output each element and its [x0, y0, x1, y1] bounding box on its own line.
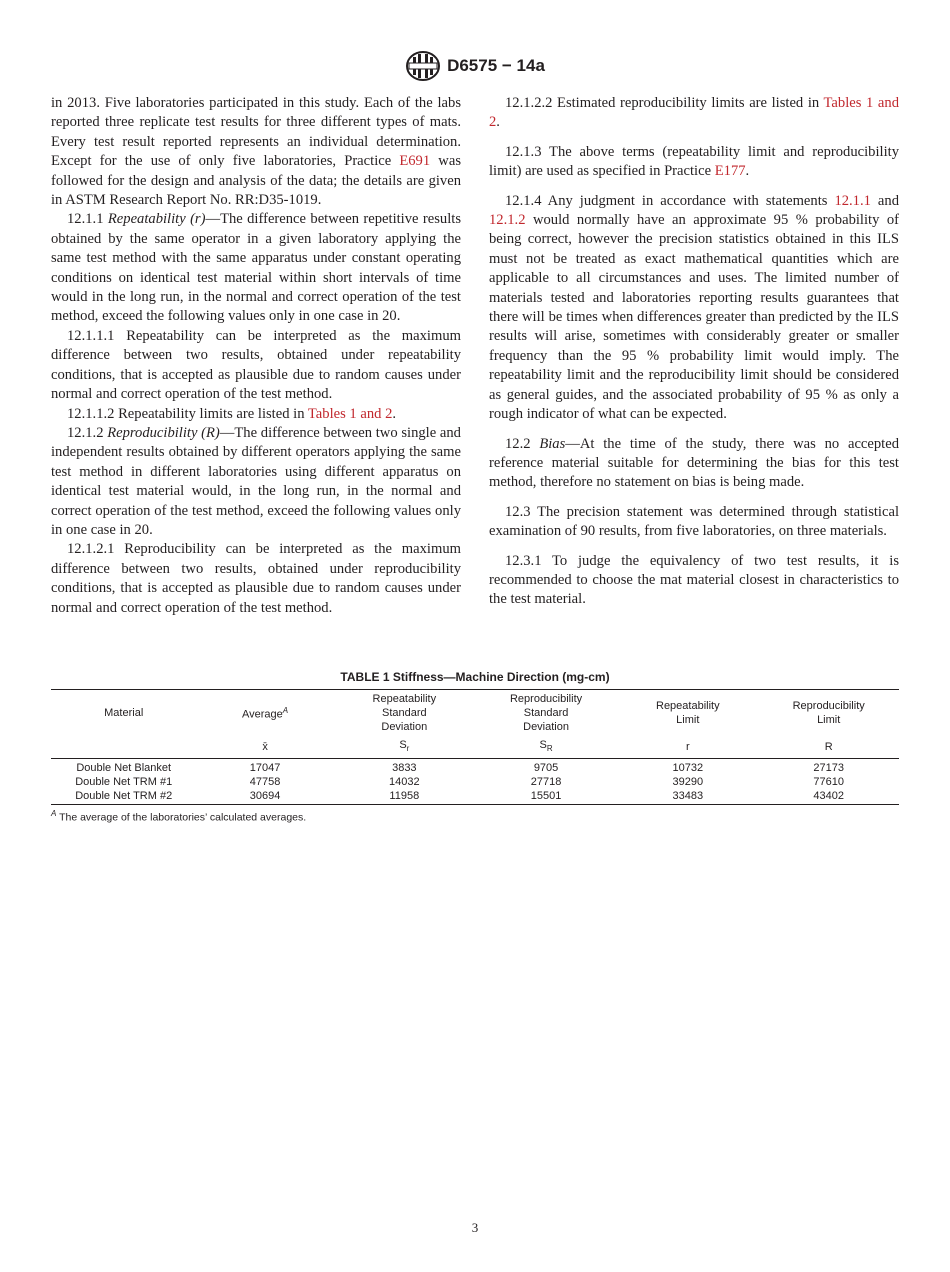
- table-row: Double Net TRM #1 47758 14032 27718 39290 77610: [75, 776, 844, 789]
- paragraph-12-3: 12.3 The precision statement was determined through statistical examination of 90 results, from five laboratories, on three materials.: [489, 503, 899, 540]
- page-header: [0, 50, 950, 86]
- symbol-r: r: [617, 736, 758, 759]
- symbol-empty: [51, 736, 196, 759]
- header-material: Material: [51, 690, 196, 737]
- link-12-1-2[interactable]: 12.1.2: [489, 212, 526, 229]
- header-reproducibility-limit: Reproducibility Limit: [758, 690, 899, 737]
- header-reproducibility-sd: Reproducibility Standard Deviation: [475, 690, 617, 737]
- symbol-sr: $S_r$: [334, 736, 475, 759]
- paragraph-12-1-1-1: 12.1.1.1 Repeatability can be interpreted as the maximum difference between two results, obtained under repeatability conditions, that is accepted as plausible due to random causes under normal and correct operation of the test method.: [51, 327, 461, 403]
- link-12-1-1[interactable]: 12.1.1: [834, 192, 871, 209]
- paragraph-12-1-3: 12.1.3 The above terms (repeatability limit and reproducibility limit) are used as specified in Practice E177.: [489, 143, 899, 180]
- paragraph-12-3-1: 12.3.1 To judge the equivalency of two test results, it is recommended to choose the mat material closest in characteristics to the test material.: [489, 552, 899, 608]
- header-repeatability-sd: Repeatability Standard Deviation: [334, 690, 475, 737]
- symbol-R: R: [758, 736, 899, 759]
- link-tables-1-2[interactable]: Tables 1 and 2: [489, 95, 899, 131]
- table-footnote: $^A$ The average of the laboratories’ calculated averages.: [51, 809, 307, 824]
- stiffness-table: [51, 689, 899, 805]
- paragraph-12-1-4: 12.1.4 Any judgment in accordance with statements 12.1.1 and 12.1.2 would normally have an approximate 95 % probability of being correct, however the precision statistics obtained in this ILS must not be treated as exact mathematical quantities which are applicable to all circumstances and uses. The limited number of materials tested and laboratories reporting results guarantees that there will be times when differences greater than predicted by the ILS results will arise, sometimes with considerably greater or smaller frequency than the 95 % probability limit would imply. The repeatability limit and the reproducibility limit should be considered as general guides, and the associated probability of 95 % as only a rough indicator of what can be expected.: [489, 192, 899, 423]
- symbol-sR: $S_R$: [475, 736, 617, 759]
- paragraph-12-2: 12.2 Bias—At the time of the study, there was no accepted reference material suitable for determining the bias for this test method, therefore no statement on bias is being made.: [489, 435, 899, 491]
- link-e691[interactable]: E691: [399, 153, 431, 170]
- header-average: Average$^A$: [196, 690, 333, 737]
- link-e177[interactable]: E177: [714, 163, 746, 180]
- table-title: TABLE 1 Stiffness—Machine Direction (mg-cm): [340, 670, 610, 684]
- header-repeatability-limit: Repeatability Limit: [617, 690, 758, 737]
- paragraph-12-1-1: 12.1.1 Repeatability (r)—The difference between repetitive results obtained by the same operator in a given laboratory applying the same test method with the same apparatus under constant operating conditions on identical test material within short intervals of time would in the long run, in the normal and correct operation of the test method, exceed the following values only in one case in 20.: [51, 211, 461, 325]
- astm-logo-icon: [405, 50, 441, 82]
- symbol-average: x̄: [196, 736, 333, 759]
- paragraph-12-1-2-2: 12.1.2.2 Estimated reproducibility limits are listed in Tables 1 and 2.: [489, 95, 899, 131]
- paragraph-12-1-1-2: 12.1.1.2 Repeatability limits are listed in Tables 1 and 2.: [67, 405, 397, 422]
- page-number: 3: [471, 1220, 479, 1235]
- table-row: Double Net TRM #2 30694 11958 15501 33483 43402: [51, 789, 899, 805]
- paragraph-intro: in 2013. Five laboratories participated in this study. Each of the labs reported three replicate test results for three different types of mats. Every test result reported represents an individual determination. Except for the use of only five laboratories, Practice E691 was followed for the design and analysis of the data; the details are given in ASTM Research Report No. RR:D35-1019.: [51, 95, 461, 209]
- table-1: [51, 670, 899, 824]
- right-column: [489, 94, 899, 610]
- paragraph-12-1-2-1: 12.1.2.1 Reproducibility can be interpreted as the maximum difference between two results, obtained under reproducibility conditions, that is accepted as plausible due to random causes under normal and correct operation of the test method.: [51, 541, 461, 616]
- document-designation: D6575 − 14a: [447, 56, 545, 75]
- paragraph-12-1-2: 12.1.2 Reproducibility (R)—The difference between two single and independent results obtained by different operators applying the same test method in different laboratories using different apparatus on identical test material would, in the long run, in the normal and correct operation of the test method, exceed the following values only in one case in 20.: [51, 424, 461, 538]
- left-column: [51, 94, 461, 618]
- table-row: Double Net Blanket 17047 3833 9705 10732 27173: [76, 762, 844, 775]
- link-tables-1-2[interactable]: Tables 1 and 2: [307, 405, 393, 422]
